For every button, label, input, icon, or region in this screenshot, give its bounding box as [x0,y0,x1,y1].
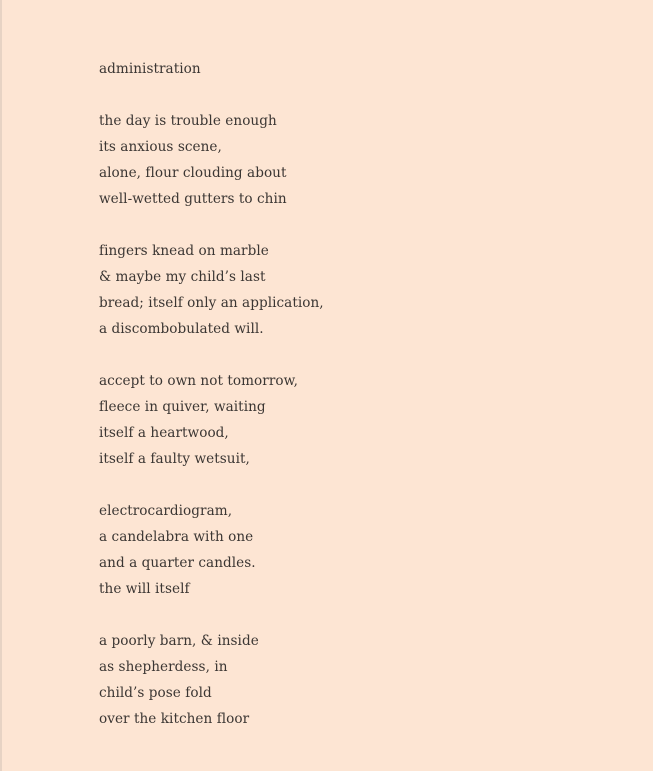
poem-line: child’s pose fold [99,685,212,701]
poem-line: over the kitchen floor [99,711,250,727]
poem-line: its anxious scene, [99,139,222,155]
poem-line: a poorly barn, & inside [99,633,259,649]
poem [99,56,599,732]
stanza [99,238,599,342]
stanza [99,498,599,602]
poem-line: well-wetted gutters to chin [99,191,287,207]
stanza [99,108,599,212]
poem-line: itself a heartwood, [99,425,229,441]
poem-line: alone, flour clouding about [99,165,287,181]
poem-line: & maybe my child’s last [99,269,266,285]
poem-line: as shepherdess, in [99,659,228,675]
poem-title: administration [99,61,201,77]
poem-line: a candelabra with one [99,529,254,545]
poem-line: fingers knead on marble [99,243,269,259]
poem-line: itself a faulty wetsuit, [99,451,250,467]
stanza [99,368,599,472]
poem-line: and a quarter candles. [99,555,256,571]
poem-line: bread; itself only an application, [99,295,324,311]
poem-line: electrocardiogram, [99,503,233,519]
poem-line: accept to own not tomorrow, [99,373,299,389]
poem-line: a discombobulated will. [99,321,264,337]
poem-line: the will itself [99,581,190,597]
stanza [99,628,599,732]
poem-line: the day is trouble enough [99,113,277,129]
poem-line: fleece in quiver, waiting [99,399,266,415]
